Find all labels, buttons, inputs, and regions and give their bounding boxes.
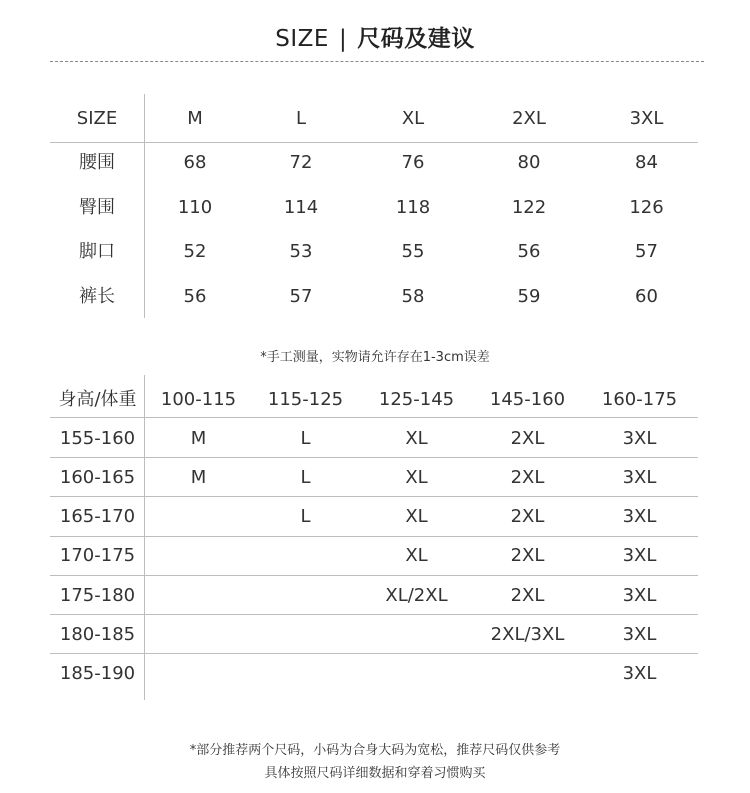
height-row-label: 155-160 — [59, 428, 136, 449]
measure-value: 80 — [517, 152, 541, 173]
measure-value: 68 — [183, 152, 207, 173]
height-row-label: 180-185 — [59, 624, 136, 645]
recommend-cell: L — [300, 467, 311, 488]
title-separator: | — [338, 26, 348, 52]
measurement-note: *手工测量，实物请允许存在1-3cm误差 — [260, 350, 490, 365]
recommend-cell — [252, 662, 359, 686]
recommend-cell: 2XL — [510, 428, 545, 449]
weight-header-cell: 115-125 — [267, 389, 344, 410]
height-row-label: 165-170 — [59, 506, 136, 527]
recommend-cell — [145, 505, 252, 529]
title-en: SIZE — [275, 26, 329, 52]
measure-value: 126 — [629, 197, 664, 218]
recommend-cell: 3XL — [622, 624, 657, 645]
recommend-cell — [252, 544, 359, 568]
measure-value: 57 — [289, 286, 313, 307]
row-divider — [50, 614, 698, 615]
table-divider-vertical — [144, 375, 145, 700]
recommend-cell: 3XL — [622, 545, 657, 566]
recommend-cell: 3XL — [622, 428, 657, 449]
measure-value: 57 — [635, 241, 658, 262]
weight-header-cell: 125-145 — [378, 389, 455, 410]
recommend-cell: 2XL — [510, 585, 545, 606]
recommend-cell — [145, 584, 252, 608]
recommend-cell: 2XL/3XL — [490, 624, 565, 645]
table-divider-horizontal — [50, 142, 698, 143]
measure-row-label: 臀围 — [79, 197, 115, 218]
recommend-cell — [145, 544, 252, 568]
purchase-note: 具体按照尺码详细数据和穿着习惯购买 — [264, 766, 486, 781]
measure-value: 84 — [635, 152, 658, 173]
size-header-cell: XL — [401, 108, 425, 129]
row-divider — [50, 496, 698, 497]
dashed-divider — [50, 61, 704, 62]
title-zh: 尺码及建议 — [357, 26, 475, 52]
height-row-label: 160-165 — [59, 467, 136, 488]
recommend-cell: L — [300, 506, 311, 527]
size-header-cell: M — [187, 108, 203, 129]
recommend-cell: XL/2XL — [385, 585, 448, 606]
recommend-cell: 3XL — [622, 467, 657, 488]
recommend-cell: 2XL — [510, 506, 545, 527]
size-header-cell: 3XL — [629, 108, 664, 129]
height-weight-corner-label: 身高/体重 — [58, 389, 137, 410]
height-row-label: 185-190 — [59, 663, 136, 684]
row-divider — [50, 575, 698, 576]
recommend-cell: XL — [405, 428, 428, 449]
recommend-cell: M — [190, 428, 207, 449]
page-title — [0, 20, 750, 53]
recommend-cell — [359, 662, 474, 686]
row-divider — [50, 457, 698, 458]
height-row-label: 175-180 — [59, 585, 136, 606]
recommend-cell: 2XL — [510, 467, 545, 488]
recommend-cell — [252, 584, 359, 608]
measure-value: 110 — [177, 197, 213, 218]
weight-header-cell: 160-175 — [601, 389, 678, 410]
measure-row-label: 腰围 — [79, 152, 115, 173]
recommend-cell — [145, 662, 252, 686]
measure-value: 76 — [401, 152, 425, 173]
measure-value: 59 — [517, 286, 541, 307]
measure-value: 118 — [395, 197, 431, 218]
measure-value: 52 — [183, 241, 207, 262]
size-header-cell: L — [295, 108, 307, 129]
recommend-cell: 3XL — [622, 663, 657, 684]
measure-value: 60 — [635, 286, 658, 307]
row-divider — [50, 417, 698, 418]
recommend-cell — [252, 623, 359, 647]
recommend-cell: 3XL — [622, 506, 657, 527]
size-header-label: SIZE — [76, 108, 118, 129]
row-divider — [50, 653, 698, 654]
recommend-cell: L — [300, 428, 311, 449]
recommend-cell — [359, 623, 474, 647]
recommendation-note: *部分推荐两个尺码，小码为合身大码为宽松，推荐尺码仅供参考 — [189, 743, 561, 758]
weight-header-cell: 100-115 — [160, 389, 237, 410]
measure-value: 58 — [401, 286, 425, 307]
measure-row-label: 裤长 — [79, 286, 115, 307]
row-divider — [50, 536, 698, 537]
recommend-cell: XL — [405, 467, 428, 488]
measure-row-label: 脚口 — [79, 241, 115, 262]
recommend-cell: M — [190, 467, 207, 488]
recommend-cell — [145, 623, 252, 647]
measure-value: 55 — [401, 241, 425, 262]
measure-value: 56 — [517, 241, 541, 262]
weight-header-cell: 145-160 — [489, 389, 566, 410]
recommend-cell: 2XL — [510, 545, 545, 566]
measure-value: 114 — [283, 197, 319, 218]
measure-value: 56 — [183, 286, 207, 307]
height-row-label: 170-175 — [59, 545, 136, 566]
recommend-cell: XL — [405, 545, 428, 566]
measure-value: 122 — [511, 197, 547, 218]
recommend-cell: XL — [405, 506, 428, 527]
measure-value: 53 — [289, 241, 313, 262]
recommend-cell — [474, 662, 581, 686]
measure-value: 72 — [289, 152, 313, 173]
recommend-cell: 3XL — [622, 585, 657, 606]
size-header-cell: 2XL — [512, 108, 546, 129]
